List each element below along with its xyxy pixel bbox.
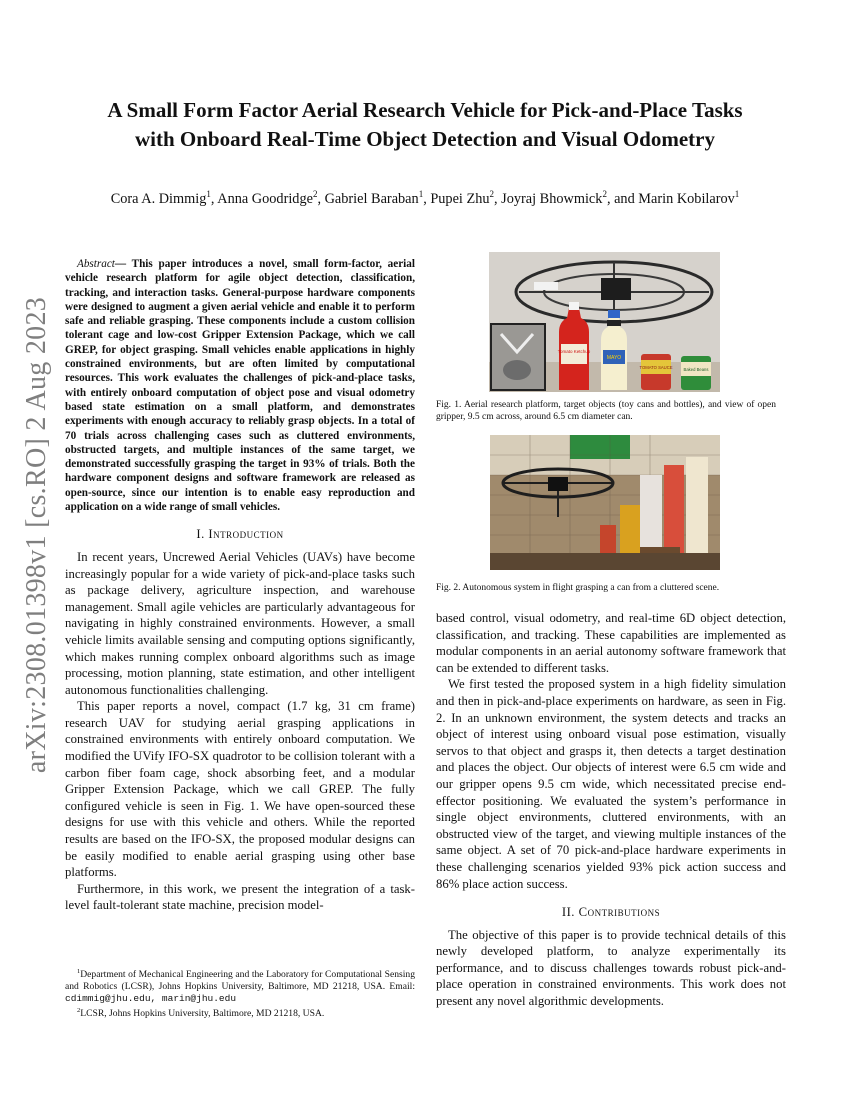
- author-affiliation: 1: [206, 189, 211, 199]
- green-panel-shape: [570, 435, 630, 459]
- author-name: , Gabriel Baraban: [317, 190, 419, 207]
- footnote-1: [65, 966, 415, 1005]
- author-name: , Joyraj Bhowmick: [494, 190, 603, 207]
- figure-1-image: [489, 252, 720, 392]
- left-column: [65, 257, 415, 914]
- footnote-2: [65, 1005, 415, 1020]
- footnote-2-mark: 2: [77, 1007, 81, 1015]
- abstract-text: This paper introduces a novel, small form-factor, aerial vehicle research platform for agile object detection, classification, tracking, and interaction tasks. General-purpose hardware components were designed to augment a given aerial vehicle and enable it to perform safe and reliable grasping. These components include a custom collision tolerant cage and low-cost Gripper Extension Package, which we call GREP, for object grasping. Small vehicles enable applications in highly constrained environments, but are often limited by computational resources. This work evaluates the challenges of pick-and-place tasks, with entirely onboard computation of object pose and visual odometry based state estimation on a small platform, and demonstrates experiments with enough accuracy to reliably grasp objects. In a total of 70 trials across challenging cases such as cluttered environments, obstructed targets, and multiple instances of the same target, we demonstrated successfully grasping the target in 93% of trials. Both the hardware component designs and software framework are released as open-source, since our intention is to enable easy reproduction and application on a wide range of small vehicles.: [65, 258, 415, 514]
- intro-paragraph-3: Furthermore, in this work, we present the integration of a task-level fault-tolerant state machine, precision model-: [65, 881, 415, 913]
- section-heading-contributions: [436, 904, 786, 921]
- gripper-inset: [491, 324, 545, 390]
- contributions-paragraph-1: The objective of this paper is to provide technical details of this newly developed platform, to analyze experimentally its performance, and to discuss challenges towards robust pick-and-place operation in constrained environments. This work does not present any novel algorithmic developments.: [436, 927, 786, 1009]
- figure-2-image: [490, 435, 720, 570]
- baked-beans-label: Baked Beans: [683, 367, 709, 372]
- author-affiliation: 2: [312, 189, 318, 199]
- paper-title: [60, 96, 790, 154]
- footnote-1-text: Department of Mechanical Engineering and the Laboratory for Computational Sensing and Robotics (LCSR), Johns Hopkins University, Baltimore, MD 21218, USA. Email:: [65, 969, 415, 993]
- figure-1-illustration: [489, 252, 720, 392]
- author-list: [50, 189, 800, 208]
- intro-paragraph-2: This paper reports a novel, compact (1.7 kg, 31 cm frame) research UAV for studying aerial grasping applications in constrained environments with entirely onboard computation. We modified the UVify IFO-SX quadrotor to be collision tolerant with a carbon fiber foam cage, shock absorbing feet, and a modular Gripper Extension Package, which we call GREP. The fully configured vehicle is seen in Fig. 1. We have open-sourced these designs for use with this vehicle and others. While the reported results are based on the IFO-SX, the proposed modular designs can be easily modified to enable aerial grasping using other base platforms.: [65, 699, 415, 880]
- title-line-1: A Small Form Factor Aerial Research Vehicle for Pick-and-Place Tasks: [107, 98, 743, 122]
- intro-paragraph-4: We first tested the proposed system in a high fidelity simulation and then in pick-and-place experiments on hardware, as seen in Fig. 2. In an unknown environment, the system detects and tracks an object of interest using onboard visual pose estimation, visually servos to that object and grasps it, then detects a target destination and places the object. Our objects of interest were 6.5 cm wide and our gripper opens 9.5 cm wide, which necessitated precise end-effector positioning. We evaluated the system’s performance in single object environments, cluttered environments, with an obstructed view of the target, and viewing multiple instances of the same object. A set of 70 pick-and-place hardware experiments in these challenging scenarios yielded 93% pick action success and 86% place action success.: [436, 677, 786, 891]
- contributions-heading-text: II. Contributions: [561, 905, 661, 920]
- author-name: , Pupei Zhu: [423, 190, 490, 207]
- box-shape: [640, 475, 662, 550]
- intro-paragraph-3-continued: based control, visual odometry, and real-time 6D object detection, classification, and tracking. These capabilities are implemented as modular components in an aerial autonomy software framework that can be extended to different tasks.: [436, 611, 786, 675]
- author-affiliation: 1: [734, 189, 740, 199]
- author-affiliation: 2: [602, 189, 607, 199]
- author-name: , and Marin Kobilarov: [606, 190, 735, 207]
- section-heading-introduction: [65, 526, 415, 543]
- footnote-2-text: LCSR, Johns Hopkins University, Baltimore, MD 21218, USA.: [80, 1008, 325, 1020]
- abstract-dash: —: [114, 258, 132, 270]
- footnotes: [65, 966, 415, 1020]
- right-column: [436, 610, 786, 1010]
- mayo-label: MAYO: [606, 355, 622, 361]
- author-affiliation: 2: [489, 189, 495, 199]
- tomato-sauce-label: TOMATO SAUCE: [639, 365, 673, 370]
- drone-body-shape: [601, 278, 631, 300]
- footnote-1-email: cdimmig@jhu.edu, marin@jhu.edu: [65, 993, 237, 1005]
- author-name: Cora A. Dimmig: [110, 190, 207, 207]
- intro-heading-text: I. Introduction: [196, 527, 284, 542]
- abstract-label: Abstract: [77, 258, 115, 270]
- footnote-1-mark: 1: [77, 968, 81, 975]
- ketchup-label: Tomato Ketchup: [557, 349, 591, 354]
- abstract: [65, 257, 415, 514]
- title-line-2: with Onboard Real-Time Object Detection and Visual Odometry: [134, 127, 715, 151]
- author-affiliation: 1: [418, 189, 424, 199]
- figure-2-illustration: [490, 435, 720, 570]
- author-name: , Anna Goodridge: [210, 190, 313, 207]
- arxiv-identifier: [14, 290, 60, 780]
- arxiv-id-text: arXiv:2308.01398v1 [cs.RO] 2 Aug 2023: [21, 296, 52, 774]
- figure-1-caption: Fig. 1. Aerial research platform, target objects (toy cans and bottles), and view of open gripper, 9.5 cm across, around 6.5 cm diameter can.: [436, 400, 776, 422]
- intro-paragraph-1: In recent years, Uncrewed Aerial Vehicles (UAVs) have become increasingly popular for a wide variety of pick-and-place tasks such as package delivery, agriculture inspection, and warehouse management. Small agile vehicles are particularly advantageous for navigating in highly constrained environments. However, a small vehicle limits available sensing and computing options significantly, which makes running complex onboard algorithms such as image processing, motion planning, state estimation, and other intelligent autonomous functionalities challenging.: [65, 549, 415, 697]
- figure-2-caption: Fig. 2. Autonomous system in flight grasping a can from a cluttered scene.: [436, 583, 720, 593]
